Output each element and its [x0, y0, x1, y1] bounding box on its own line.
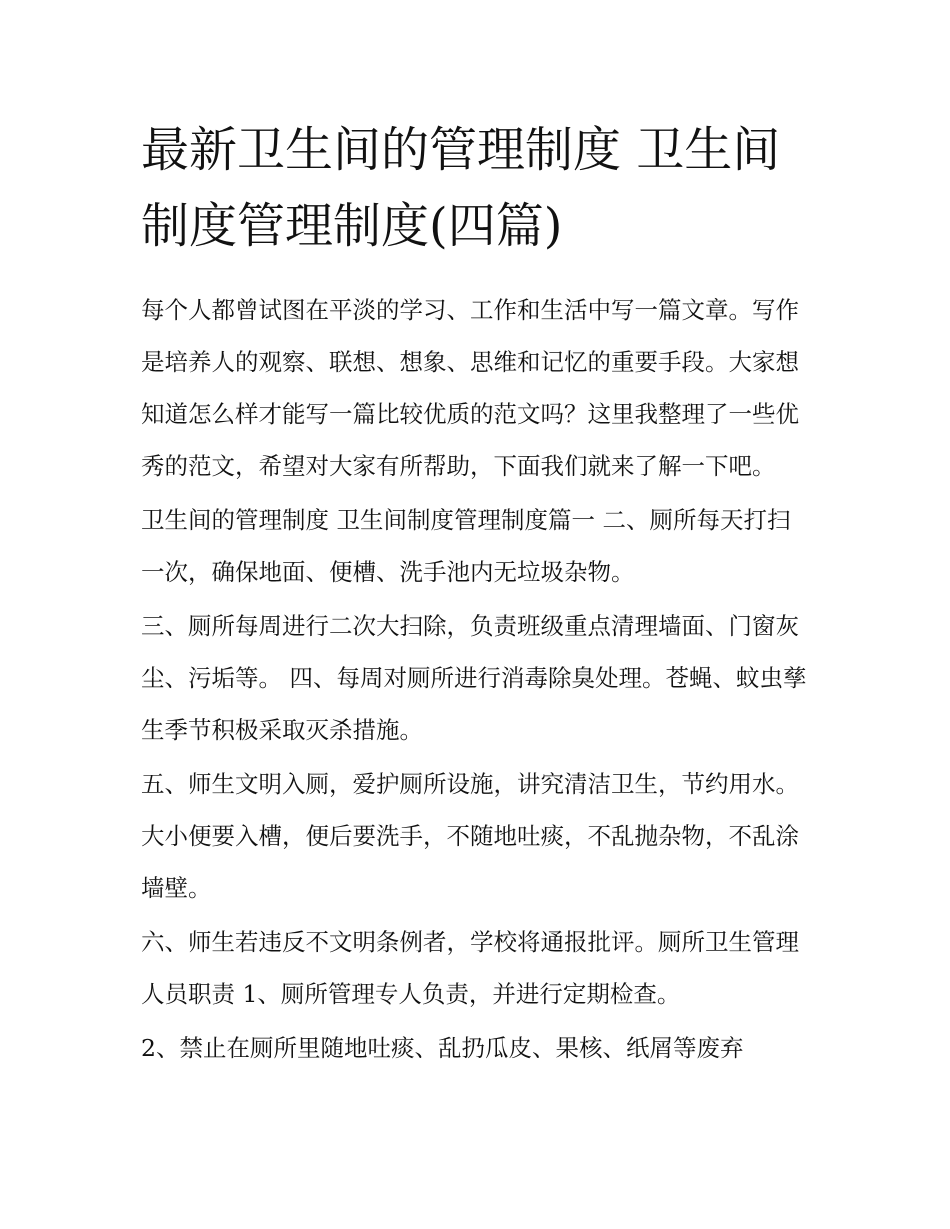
paragraph-rule-3-4: 三、厕所每周进行二次大扫除，负责班级重点清理墙面、门窗灰尘、污垢等。 四、每周对厕所进行消毒除臭处理。苍蝇、蚊虫孳生季节积极采取灭杀措施。	[141, 612, 807, 744]
paragraph-rule-6: 六、师生若违反不文明条例者，学校将通报批评。厕所卫生管理人员职责 1、厕所管理专人负责，并进行定期检查。	[141, 928, 799, 1008]
document-body	[141, 112, 813, 1076]
paragraph-rule-2: 卫生间的管理制度 卫生间制度管理制度篇一 二、厕所每天打扫一次，确保地面、便槽、洗手池内无垃圾杂物。	[141, 506, 791, 586]
paragraph-rule-5: 五、师生文明入厕，爱护厕所设施，讲究清洁卫生，节约用水。大小便要入槽，便后要洗手，不随地吐痰，不乱抛杂物，不乱涂墙壁。	[141, 770, 799, 902]
paragraph-intro: 每个人都曾试图在平淡的学习、工作和生活中写一篇文章。写作是培养人的观察、联想、想象、思维和记忆的重要手段。大家想知道怎么样才能写一篇比较优质的范文吗？这里我整理了一些优秀的范文，希望对大家有所帮助，下面我们就来了解一下吧。	[141, 296, 799, 480]
document-title: 最新卫生间的管理制度 卫生间制度管理制度(四篇)	[141, 122, 781, 254]
paragraph-list	[141, 284, 813, 1074]
paragraph-duty-2: 2、禁止在厕所里随地吐痰、乱扔瓜皮、果核、纸屑等废弃	[141, 1034, 744, 1062]
